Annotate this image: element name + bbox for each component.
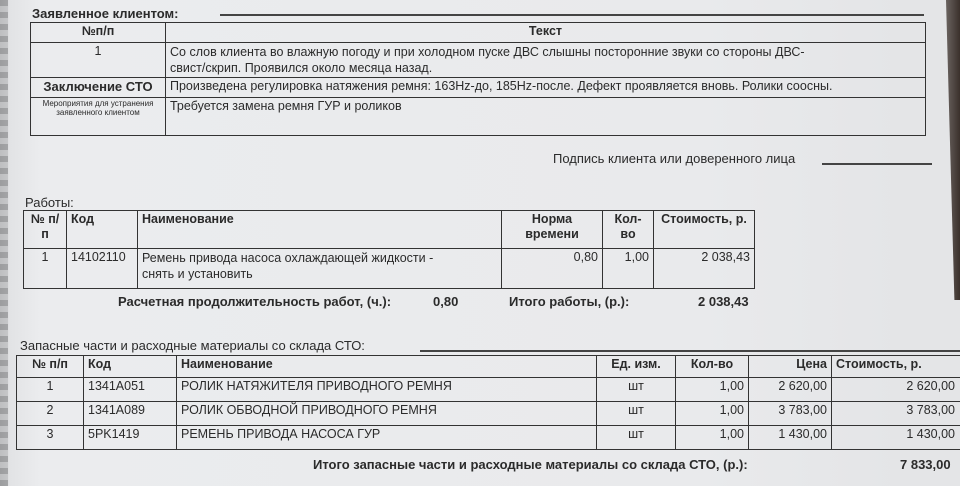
- works-row-name-line1: Ремень привода насоса охлаждающей жидкости -: [142, 251, 434, 265]
- works-col-cost: Стоимость, р.: [654, 211, 755, 249]
- row-num: 1: [31, 43, 166, 78]
- claimed-table: [30, 22, 926, 136]
- divider: [420, 350, 960, 352]
- parts-row-price: 1 430,00: [749, 426, 832, 450]
- parts-row-qty: 1,00: [676, 402, 749, 426]
- parts-col-code: Код: [84, 356, 177, 378]
- works-row-name: [138, 249, 502, 289]
- works-total-value: 2 038,43: [698, 294, 749, 309]
- parts-row-cost: 1 430,00: [832, 426, 960, 450]
- background-edge: [946, 0, 960, 300]
- parts-row-qty: 1,00: [676, 378, 749, 402]
- works-col-code: Код: [67, 211, 138, 249]
- col-text-header: Текст: [166, 23, 926, 43]
- parts-row-name: РОЛИК ОБВОДНОЙ ПРИВОДНОГО РЕМНЯ: [177, 402, 597, 426]
- conclusion-label: Заключение СТО: [31, 78, 166, 98]
- parts-row: [17, 378, 960, 402]
- parts-row-qty: 1,00: [676, 426, 749, 450]
- parts-section-title: Запасные части и расходные материалы со склада СТО:: [20, 338, 365, 353]
- parts-table: [16, 355, 960, 450]
- parts-row-code: 5PK1419: [84, 426, 177, 450]
- parts-row-num: 1: [17, 378, 84, 402]
- works-col-norm: Норма времени: [502, 211, 603, 249]
- parts-row-cost: 2 620,00: [832, 378, 960, 402]
- parts-col-name: Наименование: [177, 356, 597, 378]
- works-col-num: № п/п: [24, 211, 67, 249]
- claimed-text-line2: свист/скрип. Проявился около месяца назад.: [170, 61, 433, 75]
- conclusion-text: Произведена регулировка натяжения ремня: 163Hz-до, 185Hz-после. Дефект проявляется вновь. Ролики соосны.: [166, 78, 926, 98]
- parts-row: [17, 402, 960, 426]
- parts-total-label: Итого запасные части и расходные материалы со склада СТО, (р.):: [313, 457, 748, 472]
- claimed-text: [166, 43, 926, 78]
- works-section-title: Работы:: [25, 195, 74, 210]
- claimed-section-title: Заявленное клиентом:: [32, 6, 179, 21]
- parts-row-unit: шт: [597, 402, 676, 426]
- works-col-name: Наименование: [138, 211, 502, 249]
- parts-row-code: 1341A089: [84, 402, 177, 426]
- measures-text: Требуется замена ремня ГУР и роликов: [166, 98, 926, 136]
- divider: [220, 14, 924, 16]
- parts-row-code: 1341A051: [84, 378, 177, 402]
- works-row-name-line2: снять и установить: [142, 267, 253, 281]
- works-row: [24, 249, 755, 289]
- works-duration-label: Расчетная продолжительность работ, (ч.):: [118, 294, 392, 309]
- works-row-cost: 2 038,43: [654, 249, 755, 289]
- parts-total-value: 7 833,00: [900, 457, 951, 472]
- works-row-qty: 1,00: [603, 249, 654, 289]
- works-row-norm: 0,80: [502, 249, 603, 289]
- claimed-text-line1: Со слов клиента во влажную погоду и при холодном пуске ДВС слышны посторонние звуки со стороны ДВС-: [170, 45, 805, 59]
- parts-col-cost: Стоимость, р.: [832, 356, 960, 378]
- parts-row-name: РЕМЕНЬ ПРИВОДА НАСОСА ГУР: [177, 426, 597, 450]
- parts-row-name: РОЛИК НАТЯЖИТЕЛЯ ПРИВОДНОГО РЕМНЯ: [177, 378, 597, 402]
- parts-row: [17, 426, 960, 450]
- parts-row-num: 2: [17, 402, 84, 426]
- measures-label: Мероприятия для устранения заявленного клиентом: [31, 98, 166, 136]
- left-edge-strip: [0, 0, 8, 486]
- works-row-num: 1: [24, 249, 67, 289]
- works-table: [23, 210, 755, 289]
- col-num-header: №п/п: [31, 23, 166, 43]
- works-col-qty: Кол-во: [603, 211, 654, 249]
- works-total-label: Итого работы, (р.):: [509, 294, 630, 309]
- signature-line[interactable]: [822, 163, 932, 165]
- signature-label: Подпись клиента или доверенного лица: [553, 151, 796, 166]
- works-row-code: 14102110: [67, 249, 138, 289]
- parts-col-qty: Кол-во: [676, 356, 749, 378]
- parts-col-price: Цена: [749, 356, 832, 378]
- parts-row-unit: шт: [597, 426, 676, 450]
- parts-col-unit: Ед. изм.: [597, 356, 676, 378]
- works-duration-value: 0,80: [433, 294, 459, 309]
- parts-col-num: № п/п: [17, 356, 84, 378]
- parts-row-num: 3: [17, 426, 84, 450]
- parts-row-unit: шт: [597, 378, 676, 402]
- parts-row-price: 3 783,00: [749, 402, 832, 426]
- parts-row-cost: 3 783,00: [832, 402, 960, 426]
- parts-row-price: 2 620,00: [749, 378, 832, 402]
- claimed-row: [31, 43, 926, 78]
